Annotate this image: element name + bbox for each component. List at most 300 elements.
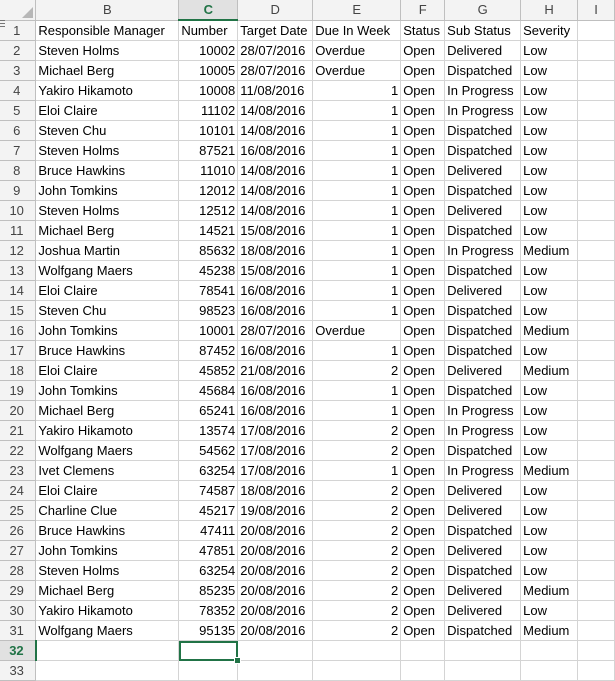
- cell-f24[interactable]: Open: [401, 481, 445, 501]
- column-header-d[interactable]: D: [238, 0, 313, 20]
- cell-e2[interactable]: Overdue: [313, 41, 401, 61]
- cell-g5[interactable]: In Progress: [445, 101, 521, 121]
- cell-e12[interactable]: 1: [313, 241, 401, 261]
- cell-g14[interactable]: Delivered: [445, 281, 521, 301]
- cell-f19[interactable]: Open: [401, 381, 445, 401]
- cell-f16[interactable]: Open: [401, 321, 445, 341]
- cell-f11[interactable]: Open: [401, 221, 445, 241]
- row-header[interactable]: 26: [0, 521, 36, 541]
- cell-c6[interactable]: 10101: [179, 121, 238, 141]
- cell-i23[interactable]: [578, 461, 615, 481]
- cell-i7[interactable]: [578, 141, 615, 161]
- cell-g32[interactable]: [445, 641, 521, 661]
- cell-g25[interactable]: Delivered: [445, 501, 521, 521]
- cell-h30[interactable]: Low: [521, 601, 578, 621]
- cell-c12[interactable]: 85632: [179, 241, 238, 261]
- cell-h1[interactable]: Severity: [521, 20, 578, 41]
- cell-i16[interactable]: [578, 321, 615, 341]
- cell-b28[interactable]: Steven Holms: [36, 561, 179, 581]
- cell-e7[interactable]: 1: [313, 141, 401, 161]
- column-header-f[interactable]: F: [401, 0, 445, 20]
- cell-i13[interactable]: [578, 261, 615, 281]
- cell-b7[interactable]: Steven Holms: [36, 141, 179, 161]
- cell-i11[interactable]: [578, 221, 615, 241]
- select-all-corner[interactable]: [0, 0, 36, 20]
- cell-d32[interactable]: [238, 641, 313, 661]
- cell-f32[interactable]: [401, 641, 445, 661]
- row-header[interactable]: 31: [0, 621, 36, 641]
- cell-c30[interactable]: 78352: [179, 601, 238, 621]
- cell-i15[interactable]: [578, 301, 615, 321]
- cell-i26[interactable]: [578, 521, 615, 541]
- cell-d12[interactable]: 18/08/2016: [238, 241, 313, 261]
- cell-h8[interactable]: Low: [521, 161, 578, 181]
- cell-e4[interactable]: 1: [313, 81, 401, 101]
- cell-i27[interactable]: [578, 541, 615, 561]
- cell-b33[interactable]: [36, 661, 179, 681]
- cell-c8[interactable]: 11010: [179, 161, 238, 181]
- row-header[interactable]: 12: [0, 241, 36, 261]
- cell-c20[interactable]: 65241: [179, 401, 238, 421]
- cell-d10[interactable]: 14/08/2016: [238, 201, 313, 221]
- cell-h11[interactable]: Low: [521, 221, 578, 241]
- cell-f9[interactable]: Open: [401, 181, 445, 201]
- cell-g19[interactable]: Dispatched: [445, 381, 521, 401]
- cell-e18[interactable]: 2: [313, 361, 401, 381]
- cell-h10[interactable]: Low: [521, 201, 578, 221]
- cell-b19[interactable]: John Tomkins: [36, 381, 179, 401]
- cell-i12[interactable]: [578, 241, 615, 261]
- column-header-c[interactable]: C: [179, 0, 238, 20]
- cell-c22[interactable]: 54562: [179, 441, 238, 461]
- cell-g33[interactable]: [445, 661, 521, 681]
- cell-h19[interactable]: Low: [521, 381, 578, 401]
- cell-d2[interactable]: 28/07/2016: [238, 41, 313, 61]
- cell-e15[interactable]: 1: [313, 301, 401, 321]
- cell-e24[interactable]: 2: [313, 481, 401, 501]
- cell-e25[interactable]: 2: [313, 501, 401, 521]
- cell-h9[interactable]: Low: [521, 181, 578, 201]
- cell-c19[interactable]: 45684: [179, 381, 238, 401]
- cell-f26[interactable]: Open: [401, 521, 445, 541]
- cell-e33[interactable]: [313, 661, 401, 681]
- row-header[interactable]: 5: [0, 101, 36, 121]
- cell-g28[interactable]: Dispatched: [445, 561, 521, 581]
- row-header[interactable]: 28: [0, 561, 36, 581]
- cell-c10[interactable]: 12512: [179, 201, 238, 221]
- cell-e17[interactable]: 1: [313, 341, 401, 361]
- cell-f28[interactable]: Open: [401, 561, 445, 581]
- cell-f31[interactable]: Open: [401, 621, 445, 641]
- row-header[interactable]: 13: [0, 261, 36, 281]
- cell-f17[interactable]: Open: [401, 341, 445, 361]
- cell-h7[interactable]: Low: [521, 141, 578, 161]
- cell-f23[interactable]: Open: [401, 461, 445, 481]
- cell-h2[interactable]: Low: [521, 41, 578, 61]
- cell-i3[interactable]: [578, 61, 615, 81]
- row-header[interactable]: 22: [0, 441, 36, 461]
- cell-f27[interactable]: Open: [401, 541, 445, 561]
- cell-b27[interactable]: John Tomkins: [36, 541, 179, 561]
- cell-g30[interactable]: Delivered: [445, 601, 521, 621]
- cell-c2[interactable]: 10002: [179, 41, 238, 61]
- row-header[interactable]: 4: [0, 81, 36, 101]
- cell-g10[interactable]: Delivered: [445, 201, 521, 221]
- fill-handle[interactable]: [234, 657, 241, 664]
- cell-b15[interactable]: Steven Chu: [36, 301, 179, 321]
- cell-f21[interactable]: Open: [401, 421, 445, 441]
- cell-d8[interactable]: 14/08/2016: [238, 161, 313, 181]
- cell-e1[interactable]: Due In Week: [313, 20, 401, 41]
- cell-b21[interactable]: Yakiro Hikamoto: [36, 421, 179, 441]
- cell-i1[interactable]: [578, 20, 615, 41]
- cell-g2[interactable]: Delivered: [445, 41, 521, 61]
- cell-i28[interactable]: [578, 561, 615, 581]
- cell-b16[interactable]: John Tomkins: [36, 321, 179, 341]
- cell-h12[interactable]: Medium: [521, 241, 578, 261]
- cell-f7[interactable]: Open: [401, 141, 445, 161]
- cell-e31[interactable]: 2: [313, 621, 401, 641]
- cell-h22[interactable]: Low: [521, 441, 578, 461]
- cell-i24[interactable]: [578, 481, 615, 501]
- cell-e3[interactable]: Overdue: [313, 61, 401, 81]
- cell-g29[interactable]: Delivered: [445, 581, 521, 601]
- cell-e21[interactable]: 2: [313, 421, 401, 441]
- cell-b1[interactable]: Responsible Manager: [36, 20, 179, 41]
- cell-c17[interactable]: 87452: [179, 341, 238, 361]
- cell-d31[interactable]: 20/08/2016: [238, 621, 313, 641]
- cell-g13[interactable]: Dispatched: [445, 261, 521, 281]
- cell-g12[interactable]: In Progress: [445, 241, 521, 261]
- cell-h13[interactable]: Low: [521, 261, 578, 281]
- cell-d4[interactable]: 11/08/2016: [238, 81, 313, 101]
- cell-d25[interactable]: 19/08/2016: [238, 501, 313, 521]
- row-header[interactable]: 7: [0, 141, 36, 161]
- cell-b26[interactable]: Bruce Hawkins: [36, 521, 179, 541]
- cell-i8[interactable]: [578, 161, 615, 181]
- cell-h17[interactable]: Low: [521, 341, 578, 361]
- cell-d21[interactable]: 17/08/2016: [238, 421, 313, 441]
- cell-g26[interactable]: Dispatched: [445, 521, 521, 541]
- row-header[interactable]: 3: [0, 61, 36, 81]
- cell-c13[interactable]: 45238: [179, 261, 238, 281]
- cell-f18[interactable]: Open: [401, 361, 445, 381]
- cell-d9[interactable]: 14/08/2016: [238, 181, 313, 201]
- row-header[interactable]: 18: [0, 361, 36, 381]
- cell-e26[interactable]: 2: [313, 521, 401, 541]
- cell-i10[interactable]: [578, 201, 615, 221]
- cell-f14[interactable]: Open: [401, 281, 445, 301]
- cell-d17[interactable]: 16/08/2016: [238, 341, 313, 361]
- cell-d27[interactable]: 20/08/2016: [238, 541, 313, 561]
- cell-i2[interactable]: [578, 41, 615, 61]
- cell-e8[interactable]: 1: [313, 161, 401, 181]
- cell-i30[interactable]: [578, 601, 615, 621]
- cell-e27[interactable]: 2: [313, 541, 401, 561]
- cell-b2[interactable]: Steven Holms: [36, 41, 179, 61]
- cell-d22[interactable]: 17/08/2016: [238, 441, 313, 461]
- cell-d24[interactable]: 18/08/2016: [238, 481, 313, 501]
- cell-g7[interactable]: Dispatched: [445, 141, 521, 161]
- row-header[interactable]: 24: [0, 481, 36, 501]
- cell-h27[interactable]: Low: [521, 541, 578, 561]
- cell-g3[interactable]: Dispatched: [445, 61, 521, 81]
- cell-c26[interactable]: 47411: [179, 521, 238, 541]
- cell-c9[interactable]: 12012: [179, 181, 238, 201]
- cell-c31[interactable]: 95135: [179, 621, 238, 641]
- cell-b4[interactable]: Yakiro Hikamoto: [36, 81, 179, 101]
- row-header[interactable]: 27: [0, 541, 36, 561]
- cell-d11[interactable]: 15/08/2016: [238, 221, 313, 241]
- cell-i4[interactable]: [578, 81, 615, 101]
- cell-b5[interactable]: Eloi Claire: [36, 101, 179, 121]
- cell-i22[interactable]: [578, 441, 615, 461]
- cell-b14[interactable]: Eloi Claire: [36, 281, 179, 301]
- cell-g20[interactable]: In Progress: [445, 401, 521, 421]
- cell-f8[interactable]: Open: [401, 161, 445, 181]
- cell-b32[interactable]: [36, 641, 179, 661]
- cell-d13[interactable]: 15/08/2016: [238, 261, 313, 281]
- cell-g24[interactable]: Delivered: [445, 481, 521, 501]
- cell-c5[interactable]: 11102: [179, 101, 238, 121]
- cell-c15[interactable]: 98523: [179, 301, 238, 321]
- cell-e13[interactable]: 1: [313, 261, 401, 281]
- row-header[interactable]: 2: [0, 41, 36, 61]
- row-header[interactable]: 21: [0, 421, 36, 441]
- cell-h14[interactable]: Low: [521, 281, 578, 301]
- cell-d26[interactable]: 20/08/2016: [238, 521, 313, 541]
- cell-c32[interactable]: [179, 641, 238, 661]
- cell-g8[interactable]: Delivered: [445, 161, 521, 181]
- cell-d23[interactable]: 17/08/2016: [238, 461, 313, 481]
- cell-c18[interactable]: 45852: [179, 361, 238, 381]
- cell-f5[interactable]: Open: [401, 101, 445, 121]
- cell-i5[interactable]: [578, 101, 615, 121]
- cell-i19[interactable]: [578, 381, 615, 401]
- cell-d28[interactable]: 20/08/2016: [238, 561, 313, 581]
- row-header[interactable]: 33: [0, 661, 36, 681]
- row-header[interactable]: 6: [0, 121, 36, 141]
- cell-e5[interactable]: 1: [313, 101, 401, 121]
- column-header-e[interactable]: E: [313, 0, 401, 20]
- column-header-h[interactable]: H: [521, 0, 578, 20]
- cell-h3[interactable]: Low: [521, 61, 578, 81]
- column-header-b[interactable]: B: [36, 0, 179, 20]
- cell-f15[interactable]: Open: [401, 301, 445, 321]
- cell-c24[interactable]: 74587: [179, 481, 238, 501]
- row-header[interactable]: 20: [0, 401, 36, 421]
- cell-h4[interactable]: Low: [521, 81, 578, 101]
- cell-e28[interactable]: 2: [313, 561, 401, 581]
- cell-b17[interactable]: Bruce Hawkins: [36, 341, 179, 361]
- cell-h20[interactable]: Low: [521, 401, 578, 421]
- cell-g11[interactable]: Dispatched: [445, 221, 521, 241]
- cell-b25[interactable]: Charline Clue: [36, 501, 179, 521]
- row-header[interactable]: 25: [0, 501, 36, 521]
- cell-g18[interactable]: Delivered: [445, 361, 521, 381]
- cell-e20[interactable]: 1: [313, 401, 401, 421]
- cell-i9[interactable]: [578, 181, 615, 201]
- row-header[interactable]: 11: [0, 221, 36, 241]
- cell-c16[interactable]: 10001: [179, 321, 238, 341]
- cell-d14[interactable]: 16/08/2016: [238, 281, 313, 301]
- row-header[interactable]: 17: [0, 341, 36, 361]
- cell-b10[interactable]: Steven Holms: [36, 201, 179, 221]
- row-header[interactable]: 10: [0, 201, 36, 221]
- cell-e9[interactable]: 1: [313, 181, 401, 201]
- cell-f12[interactable]: Open: [401, 241, 445, 261]
- cell-g16[interactable]: Dispatched: [445, 321, 521, 341]
- cell-e11[interactable]: 1: [313, 221, 401, 241]
- cell-i6[interactable]: [578, 121, 615, 141]
- cell-b29[interactable]: Michael Berg: [36, 581, 179, 601]
- row-header[interactable]: 19: [0, 381, 36, 401]
- cell-c7[interactable]: 87521: [179, 141, 238, 161]
- cell-b13[interactable]: Wolfgang Maers: [36, 261, 179, 281]
- cell-b18[interactable]: Eloi Claire: [36, 361, 179, 381]
- cell-b24[interactable]: Eloi Claire: [36, 481, 179, 501]
- cell-e22[interactable]: 2: [313, 441, 401, 461]
- cell-f22[interactable]: Open: [401, 441, 445, 461]
- cell-g4[interactable]: In Progress: [445, 81, 521, 101]
- cell-e14[interactable]: 1: [313, 281, 401, 301]
- cell-d1[interactable]: Target Date: [238, 20, 313, 41]
- cell-d18[interactable]: 21/08/2016: [238, 361, 313, 381]
- cell-e16[interactable]: Overdue: [313, 321, 401, 341]
- cell-f4[interactable]: Open: [401, 81, 445, 101]
- cell-g27[interactable]: Delivered: [445, 541, 521, 561]
- cell-b9[interactable]: John Tomkins: [36, 181, 179, 201]
- cell-h29[interactable]: Medium: [521, 581, 578, 601]
- cell-i21[interactable]: [578, 421, 615, 441]
- cell-b30[interactable]: Yakiro Hikamoto: [36, 601, 179, 621]
- cell-b31[interactable]: Wolfgang Maers: [36, 621, 179, 641]
- cell-c33[interactable]: [179, 661, 238, 681]
- cell-c28[interactable]: 63254: [179, 561, 238, 581]
- cell-c29[interactable]: 85235: [179, 581, 238, 601]
- cell-h16[interactable]: Medium: [521, 321, 578, 341]
- cell-f20[interactable]: Open: [401, 401, 445, 421]
- cell-e30[interactable]: 2: [313, 601, 401, 621]
- cell-h24[interactable]: Low: [521, 481, 578, 501]
- cell-i31[interactable]: [578, 621, 615, 641]
- column-header-g[interactable]: G: [445, 0, 521, 20]
- cell-d15[interactable]: 16/08/2016: [238, 301, 313, 321]
- cell-h31[interactable]: Medium: [521, 621, 578, 641]
- cell-g23[interactable]: In Progress: [445, 461, 521, 481]
- cell-c1[interactable]: Number: [179, 20, 238, 41]
- cell-d20[interactable]: 16/08/2016: [238, 401, 313, 421]
- cell-b8[interactable]: Bruce Hawkins: [36, 161, 179, 181]
- cell-c23[interactable]: 63254: [179, 461, 238, 481]
- cell-g31[interactable]: Dispatched: [445, 621, 521, 641]
- row-header[interactable]: 1: [0, 20, 36, 41]
- cell-f1[interactable]: Status: [401, 20, 445, 41]
- cell-c25[interactable]: 45217: [179, 501, 238, 521]
- row-header[interactable]: 29: [0, 581, 36, 601]
- row-header[interactable]: 16: [0, 321, 36, 341]
- row-header[interactable]: 8: [0, 161, 36, 181]
- cell-i17[interactable]: [578, 341, 615, 361]
- cell-i29[interactable]: [578, 581, 615, 601]
- cell-d5[interactable]: 14/08/2016: [238, 101, 313, 121]
- cell-h6[interactable]: Low: [521, 121, 578, 141]
- column-header-i[interactable]: I: [578, 0, 615, 20]
- cell-f30[interactable]: Open: [401, 601, 445, 621]
- cell-g17[interactable]: Dispatched: [445, 341, 521, 361]
- cell-b3[interactable]: Michael Berg: [36, 61, 179, 81]
- cell-b22[interactable]: Wolfgang Maers: [36, 441, 179, 461]
- cell-h15[interactable]: Low: [521, 301, 578, 321]
- cell-g9[interactable]: Dispatched: [445, 181, 521, 201]
- cell-i33[interactable]: [578, 661, 615, 681]
- cell-b12[interactable]: Joshua Martin: [36, 241, 179, 261]
- row-header[interactable]: 15: [0, 301, 36, 321]
- cell-d33[interactable]: [238, 661, 313, 681]
- row-header[interactable]: 9: [0, 181, 36, 201]
- cell-d3[interactable]: 28/07/2016: [238, 61, 313, 81]
- cell-f6[interactable]: Open: [401, 121, 445, 141]
- cell-e23[interactable]: 1: [313, 461, 401, 481]
- cell-h25[interactable]: Low: [521, 501, 578, 521]
- cell-e19[interactable]: 1: [313, 381, 401, 401]
- cell-b20[interactable]: Michael Berg: [36, 401, 179, 421]
- cell-g1[interactable]: Sub Status: [445, 20, 521, 41]
- cell-f10[interactable]: Open: [401, 201, 445, 221]
- row-header[interactable]: 30: [0, 601, 36, 621]
- cell-c21[interactable]: 13574: [179, 421, 238, 441]
- cell-c27[interactable]: 47851: [179, 541, 238, 561]
- row-header[interactable]: 14: [0, 281, 36, 301]
- cell-d16[interactable]: 28/07/2016: [238, 321, 313, 341]
- row-header[interactable]: 32: [0, 641, 36, 661]
- cell-i32[interactable]: [578, 641, 615, 661]
- cell-f33[interactable]: [401, 661, 445, 681]
- row-header[interactable]: 23: [0, 461, 36, 481]
- cell-d30[interactable]: 20/08/2016: [238, 601, 313, 621]
- cell-b23[interactable]: Ivet Clemens: [36, 461, 179, 481]
- cell-c14[interactable]: 78541: [179, 281, 238, 301]
- cell-e32[interactable]: [313, 641, 401, 661]
- cell-f3[interactable]: Open: [401, 61, 445, 81]
- cell-i18[interactable]: [578, 361, 615, 381]
- cell-g15[interactable]: Dispatched: [445, 301, 521, 321]
- cell-h33[interactable]: [521, 661, 578, 681]
- cell-h26[interactable]: Low: [521, 521, 578, 541]
- cell-f25[interactable]: Open: [401, 501, 445, 521]
- cell-d29[interactable]: 20/08/2016: [238, 581, 313, 601]
- cell-i14[interactable]: [578, 281, 615, 301]
- cell-b11[interactable]: Michael Berg: [36, 221, 179, 241]
- cell-h21[interactable]: Low: [521, 421, 578, 441]
- cell-d19[interactable]: 16/08/2016: [238, 381, 313, 401]
- cell-g21[interactable]: In Progress: [445, 421, 521, 441]
- cell-h5[interactable]: Low: [521, 101, 578, 121]
- cell-e6[interactable]: 1: [313, 121, 401, 141]
- cell-d6[interactable]: 14/08/2016: [238, 121, 313, 141]
- cell-f2[interactable]: Open: [401, 41, 445, 61]
- cell-h28[interactable]: Low: [521, 561, 578, 581]
- cell-c3[interactable]: 10005: [179, 61, 238, 81]
- cell-i25[interactable]: [578, 501, 615, 521]
- cell-c11[interactable]: 14521: [179, 221, 238, 241]
- cell-g22[interactable]: Dispatched: [445, 441, 521, 461]
- cell-c4[interactable]: 10008: [179, 81, 238, 101]
- cell-b6[interactable]: Steven Chu: [36, 121, 179, 141]
- cell-h18[interactable]: Medium: [521, 361, 578, 381]
- cell-f13[interactable]: Open: [401, 261, 445, 281]
- cell-g6[interactable]: Dispatched: [445, 121, 521, 141]
